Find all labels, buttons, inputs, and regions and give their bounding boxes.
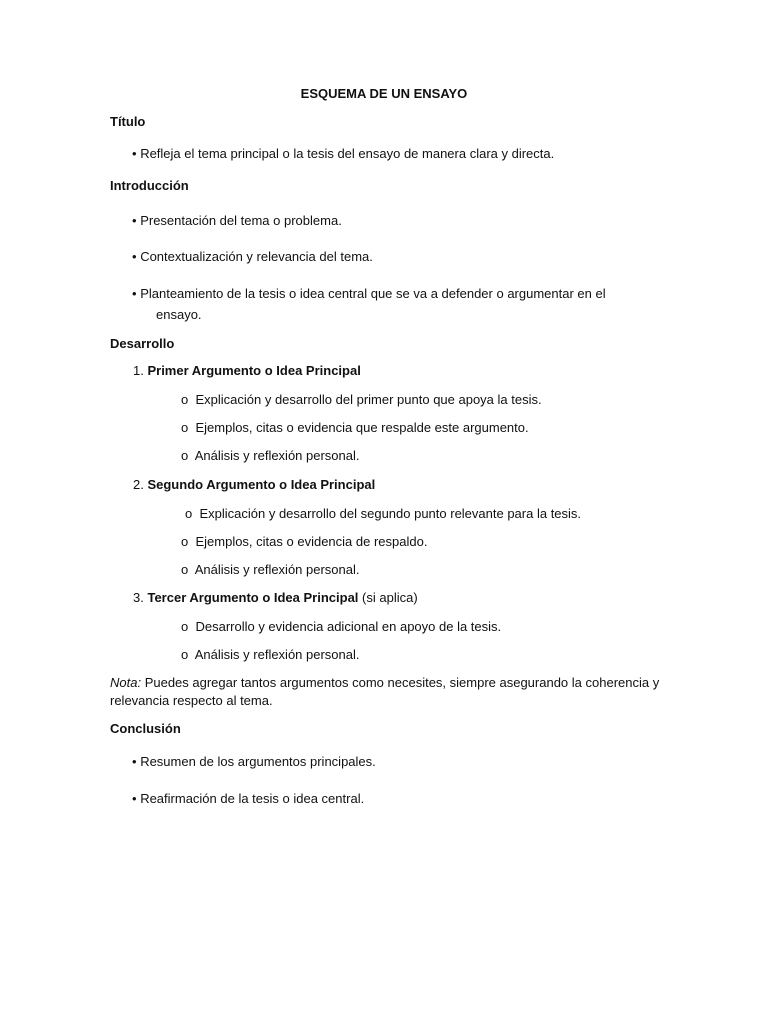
document-title: ESQUEMA DE UN ENSAYO bbox=[300, 86, 468, 101]
note-paragraph-continuation: relevancia respecto al tema. bbox=[110, 693, 273, 708]
sub-list-item: o Análisis y reflexión personal. bbox=[181, 562, 360, 577]
argument-3: 3. Tercer Argumento o Idea Principal (si aplica) bbox=[133, 590, 418, 605]
sub-bullet: o bbox=[181, 534, 189, 549]
sub-bullet: o bbox=[181, 619, 189, 634]
list-item: • Reafirmación de la tesis o idea central. bbox=[132, 791, 365, 806]
heading-desarrollo: Desarrollo bbox=[110, 336, 175, 351]
bullet: • bbox=[132, 146, 137, 161]
list-item: • Planteamiento de la tesis o idea central que se va a defender o argumentar en el bbox=[132, 286, 606, 301]
heading-titulo: Título bbox=[110, 114, 146, 129]
argument-2: 2. Segundo Argumento o Idea Principal bbox=[133, 477, 376, 492]
list-item-continuation: ensayo. bbox=[156, 307, 202, 322]
list-item: • Refleja el tema principal o la tesis del ensayo de manera clara y directa. bbox=[132, 146, 555, 161]
sub-bullet: o bbox=[181, 420, 189, 435]
sub-list-item: o Análisis y reflexión personal. bbox=[181, 448, 360, 463]
sub-list-item: o Desarrollo y evidencia adicional en apoyo de la tesis. bbox=[181, 619, 502, 634]
sub-list-item: o Ejemplos, citas o evidencia de respaldo. bbox=[181, 534, 428, 549]
list-item: • Contextualización y relevancia del tema. bbox=[132, 249, 373, 264]
bullet: • bbox=[132, 286, 137, 301]
note-paragraph: Nota: Puedes agregar tantos argumentos como necesites, siempre asegurando la coherencia y bbox=[110, 675, 660, 690]
sub-bullet: o bbox=[181, 562, 189, 577]
sub-list-item: o Ejemplos, citas o evidencia que respalde este argumento. bbox=[181, 420, 529, 435]
sub-bullet: o bbox=[181, 647, 189, 662]
bullet: • bbox=[132, 791, 137, 806]
bullet: • bbox=[132, 754, 137, 769]
bullet: • bbox=[132, 249, 137, 264]
argument-1: 1. Primer Argumento o Idea Principal bbox=[133, 363, 361, 378]
list-item: • Resumen de los argumentos principales. bbox=[132, 754, 376, 769]
sub-bullet: o bbox=[185, 506, 193, 521]
bullet: • bbox=[132, 213, 137, 228]
sub-list-item: o Explicación y desarrollo del primer punto que apoya la tesis. bbox=[181, 392, 542, 407]
sub-bullet: o bbox=[181, 392, 189, 407]
heading-conclusion: Conclusión bbox=[110, 721, 181, 736]
sub-list-item: o Explicación y desarrollo del segundo punto relevante para la tesis. bbox=[185, 506, 582, 521]
heading-introduccion: Introducción bbox=[110, 178, 189, 193]
sub-list-item: o Análisis y reflexión personal. bbox=[181, 647, 360, 662]
list-item: • Presentación del tema o problema. bbox=[132, 213, 342, 228]
sub-bullet: o bbox=[181, 448, 189, 463]
note-label: Nota: bbox=[110, 675, 142, 690]
